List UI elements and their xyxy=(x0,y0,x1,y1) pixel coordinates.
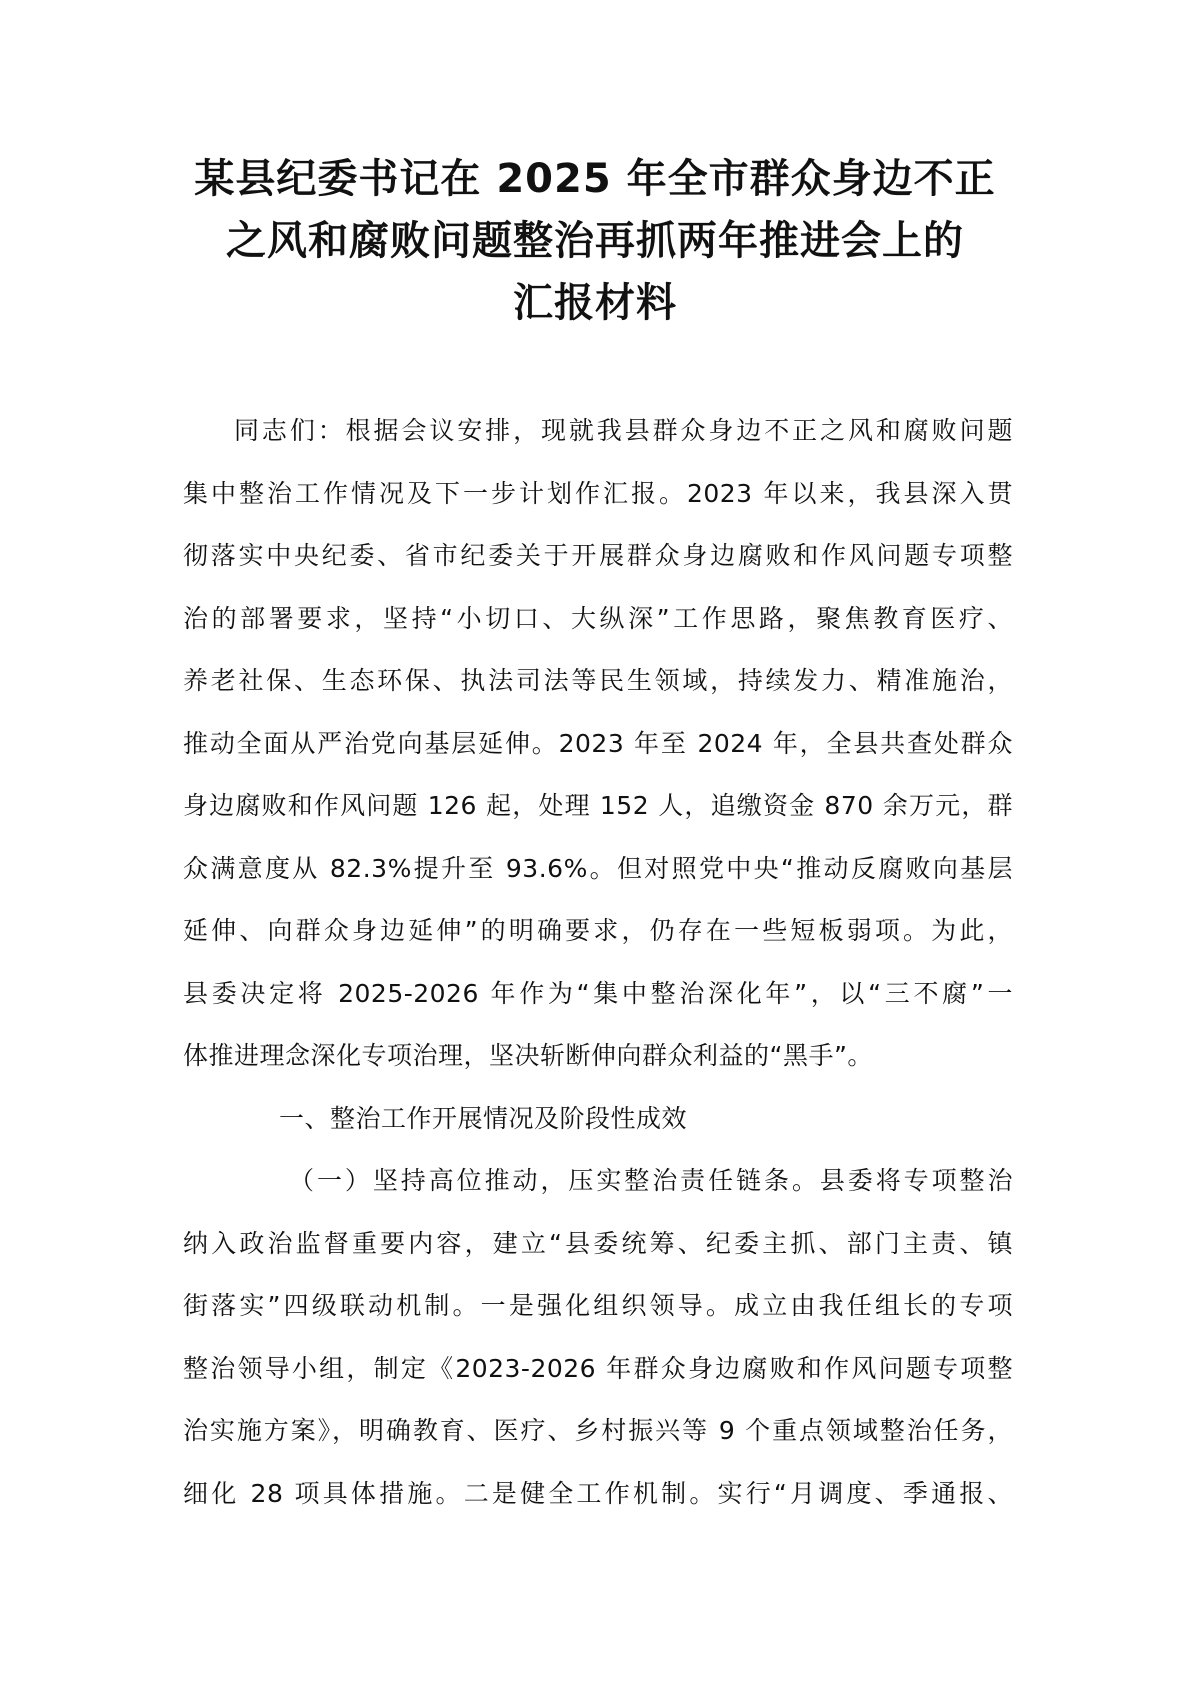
title-line: 之风和腐败问题整治再抓两年推进会上的 xyxy=(226,218,964,264)
section-heading: 一、整治工作开展情况及阶段性成效 xyxy=(279,1103,688,1133)
document-body xyxy=(183,400,1013,1525)
text-line: 推动全面从严治党向基层延伸。2023 年至 2024 年，全县共查处群众 xyxy=(183,728,1013,758)
text-line: 细化 28 项具体措施。二是健全工作机制。实行“月调度、季通报、 xyxy=(183,1478,1013,1508)
text-line: 延伸、向群众身边延伸”的明确要求，仍存在一些短板弱项。为此， xyxy=(183,916,1013,945)
text-line: 体推进理念深化专项治理，坚决斩断伸向群众利益的“黑手”。 xyxy=(183,1041,873,1070)
text-line: （一）坚持高位推动，压实整治责任链条。县委将专项整治 xyxy=(289,1166,1013,1195)
text-line: 众满意度从 82.3%提升至 93.6%。但对照党中央“推动反腐败向基层 xyxy=(183,853,1013,883)
paragraph-section-one xyxy=(183,1150,1013,1525)
title-line: 某县纪委书记在 2025 年全市群众身边不正 xyxy=(194,156,996,202)
text-line: 治实施方案》，明确教育、医疗、乡村振兴等 9 个重点领域整治任务， xyxy=(183,1416,1013,1445)
paragraph-intro xyxy=(183,400,1013,1088)
text-line: 街落实”四级联动机制。一是强化组织领导。成立由我任组长的专项 xyxy=(183,1291,1013,1320)
text-line: 集中整治工作情况及下一步计划作汇报。2023 年以来，我县深入贯 xyxy=(183,478,1013,508)
text-line: 纳入政治监督重要内容，建立“县委统筹、纪委主抓、部门主责、镇 xyxy=(183,1228,1013,1258)
text-line: 县委决定将 2025-2026 年作为“集中整治深化年”，以“三不腐”一 xyxy=(183,978,1013,1008)
text-line: 身边腐败和作风问题 126 起，处理 152 人，追缴资金 870 余万元，群 xyxy=(183,791,1013,820)
text-line: 彻落实中央纪委、省市纪委关于开展群众身边腐败和作风问题专项整 xyxy=(183,541,1013,570)
text-line: 治的部署要求，坚持“小切口、大纵深”工作思路，聚焦教育医疗、 xyxy=(183,603,1013,633)
title-line: 汇报材料 xyxy=(513,280,677,326)
document-title xyxy=(150,148,1040,334)
text-line: 养老社保、生态环保、执法司法等民生领域，持续发力、精准施治， xyxy=(183,666,1013,695)
text-line: 整治领导小组，制定《2023-2026 年群众身边腐败和作风问题专项整 xyxy=(183,1353,1013,1383)
text-line: 同志们：根据会议安排，现就我县群众身边不正之风和腐败问题 xyxy=(234,416,1013,445)
